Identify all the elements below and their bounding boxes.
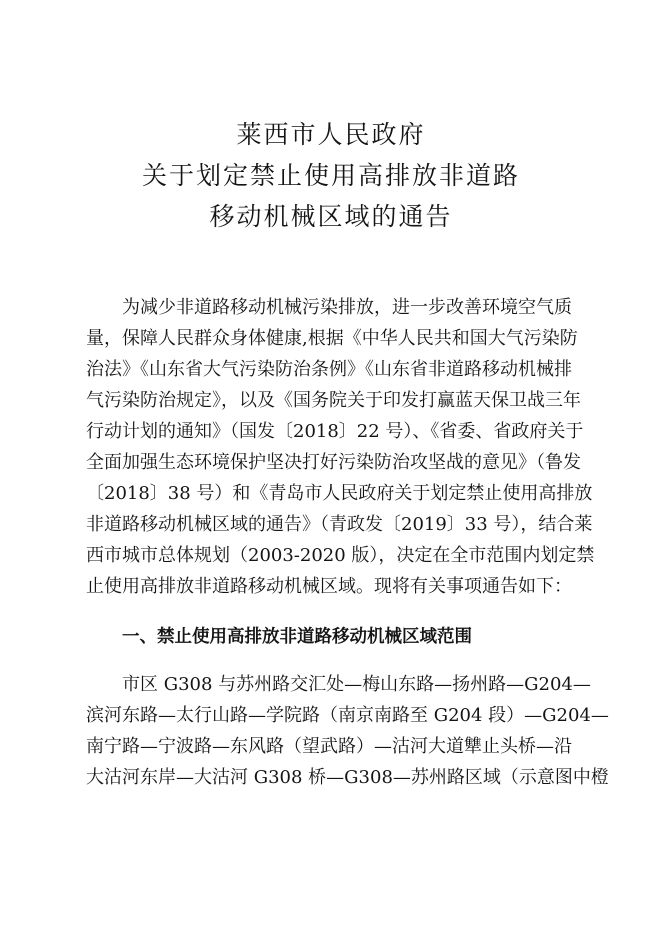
title-line-subject-cont: 移动机械区域的通告 xyxy=(209,202,453,231)
paragraph-line: 非道路移动机械区域的通告》（青政发〔2019〕33 号），结合莱 xyxy=(86,514,593,535)
area-scope-paragraph xyxy=(86,669,609,793)
paragraph-line: 市区 G308 与苏州路交汇处—梅山东路—扬州路—G204— xyxy=(122,674,591,695)
paragraph-line: 〔2018〕38 号）和《青岛市人民政府关于划定禁止使用高排放 xyxy=(86,483,593,504)
paragraph-line: 滨河东路—太行山路—学院路（南京南路至 G204 段）—G204— xyxy=(86,705,609,726)
title-line-subject: 关于划定禁止使用高排放非道路 xyxy=(141,161,520,190)
title-line-issuer: 莱西市人民政府 xyxy=(236,120,426,149)
paragraph-line: 止使用高排放非道路移动机械区域。现将有关事项通告如下： xyxy=(86,576,572,597)
paragraph-line: 西市城市总体规划（2003-2020 版），决定在全市范围内划定禁 xyxy=(86,545,595,566)
paragraph-line: 行动计划的通知》（国发〔2018〕22 号）、《省委、省政府关于 xyxy=(86,421,584,442)
paragraph-line: 全面加强生态环境保护坚决打好污染防治攻坚战的意见》（鲁发 xyxy=(86,452,581,473)
document-title xyxy=(0,114,662,237)
paragraph-line: 大沽河东岸—大沽河 G308 桥—G308—苏州路区域（示意图中橙 xyxy=(86,767,609,788)
paragraph-line: 治法》《山东省大气污染防治条例》《山东省非道路移动机械排 xyxy=(86,359,572,380)
section-heading: 一、禁止使用高排放非道路移动机械区域范围 xyxy=(122,627,472,647)
paragraph-line: 量，保障人民群众身体健康,根据《中华人民共和国大气污染防 xyxy=(86,328,578,349)
paragraph-line: 南宁路—宁波路—东风路（望武路）—沽河大道犨止头桥—沿 xyxy=(86,736,572,757)
document-body xyxy=(86,292,609,793)
paragraph-line: 为减少非道路移动机械污染排放，进一步改善环境空气质 xyxy=(122,297,572,318)
intro-paragraph xyxy=(86,292,595,602)
paragraph-line: 气污染防治规定》，以及《国务院关于印发打赢蓝天保卫战三年 xyxy=(86,390,581,411)
